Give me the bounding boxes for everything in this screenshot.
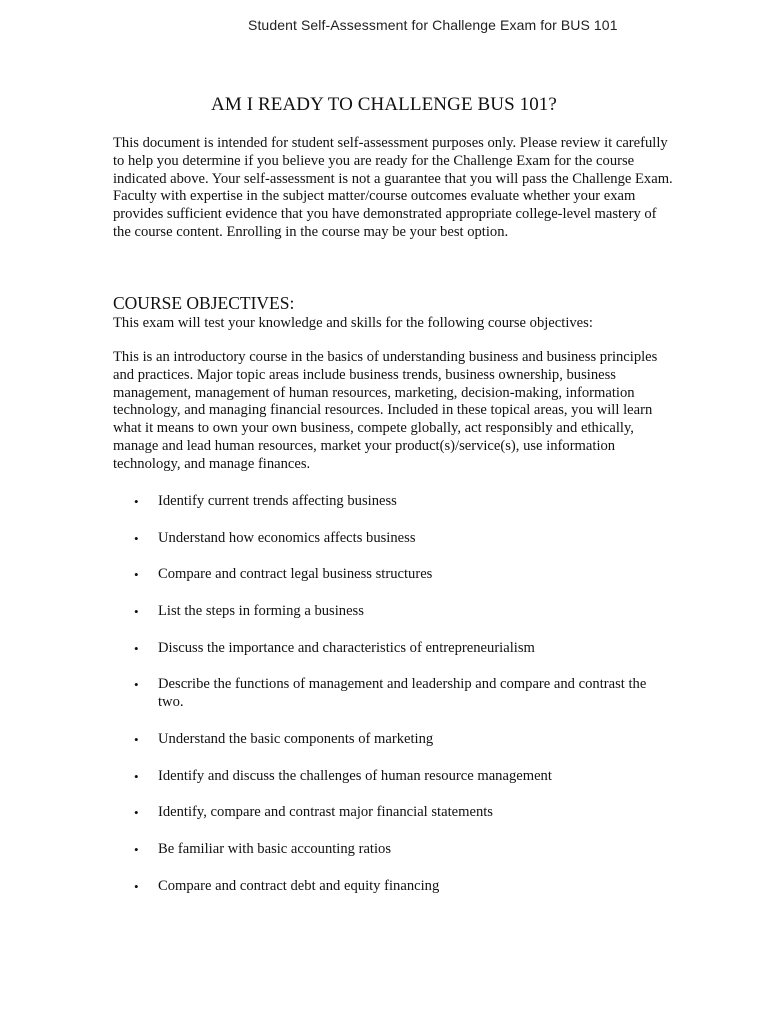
objective-text: Describe the functions of management and leadership and compare and contrast the two. [158,676,647,711]
list-item [113,566,673,584]
bullet-icon: • [134,640,139,656]
bullet-icon: • [134,878,139,894]
document-title: AM I READY TO CHALLENGE BUS 101? [211,94,557,115]
objective-text: List the steps in forming a business [158,603,364,620]
objective-text: Identify and discuss the challenges of human resource management [158,767,552,784]
list-item [113,603,673,621]
bullet-icon: • [134,805,139,821]
bullet-icon: • [134,604,139,620]
bullet-icon: • [134,731,139,747]
bullet-icon: • [134,567,139,583]
list-item [113,841,673,859]
list-item [113,530,673,548]
running-header: Student Self-Assessment for Challenge Exam for BUS 101 [248,17,618,33]
objectives-lead-text: This exam will test your knowledge and skills for the following course objectives: [113,315,593,331]
objective-text: Be familiar with basic accounting ratios [158,840,392,857]
bullet-icon: • [134,494,139,509]
list-item [113,731,673,749]
list-item [113,768,673,786]
objective-text: Discuss the importance and characteristics of entrepreneurialism [158,639,535,656]
bullet-icon: • [134,530,139,546]
bullet-icon: • [134,841,139,857]
objectives-list [113,493,673,914]
objective-text: Compare and contract debt and equity financing [158,877,440,894]
objective-text: Compare and contract legal business structures [158,566,433,583]
course-objectives-heading: COURSE OBJECTIVES: [113,293,295,313]
objective-text: Identify, compare and contrast major financial statements [158,804,493,821]
objective-text: Understand the basic components of marketing [158,730,434,747]
list-item [113,640,673,658]
list-item [113,493,673,511]
list-item [113,804,673,822]
objective-text: Understand how economics affects business [158,529,416,546]
course-description-paragraph: This is an introductory course in the basics of understanding business and business principles and practices. Major topic areas include business trends, business ownership, business management, management of human resources, marketing, decision-making, information technology, and managing financial resources. Included in these topical areas, you will learn what it means to own your own business, compete globally, act responsibly and ethically, manage and lead human resources, market your product(s)/service(s), use information technology, and manage finances. [113,349,658,472]
objective-text: Identify current trends affecting business [158,493,397,509]
list-item [113,676,673,712]
bullet-icon: • [134,768,139,784]
list-item [113,878,673,896]
intro-paragraph: This document is intended for student self-assessment purposes only. Please review it carefully to help you determine if you believe you are ready for the Challenge Exam for the course indicated above. Your self-assessment is not a guarantee that you will pass the Challenge Exam. Faculty with expertise in the subject matter/course outcomes evaluate whether your exam provides sufficient evidence that you have demonstrated appropriate college-level mastery of the course content. Enrolling in the course may be your best option. [113,135,673,240]
bullet-icon: • [134,677,139,693]
